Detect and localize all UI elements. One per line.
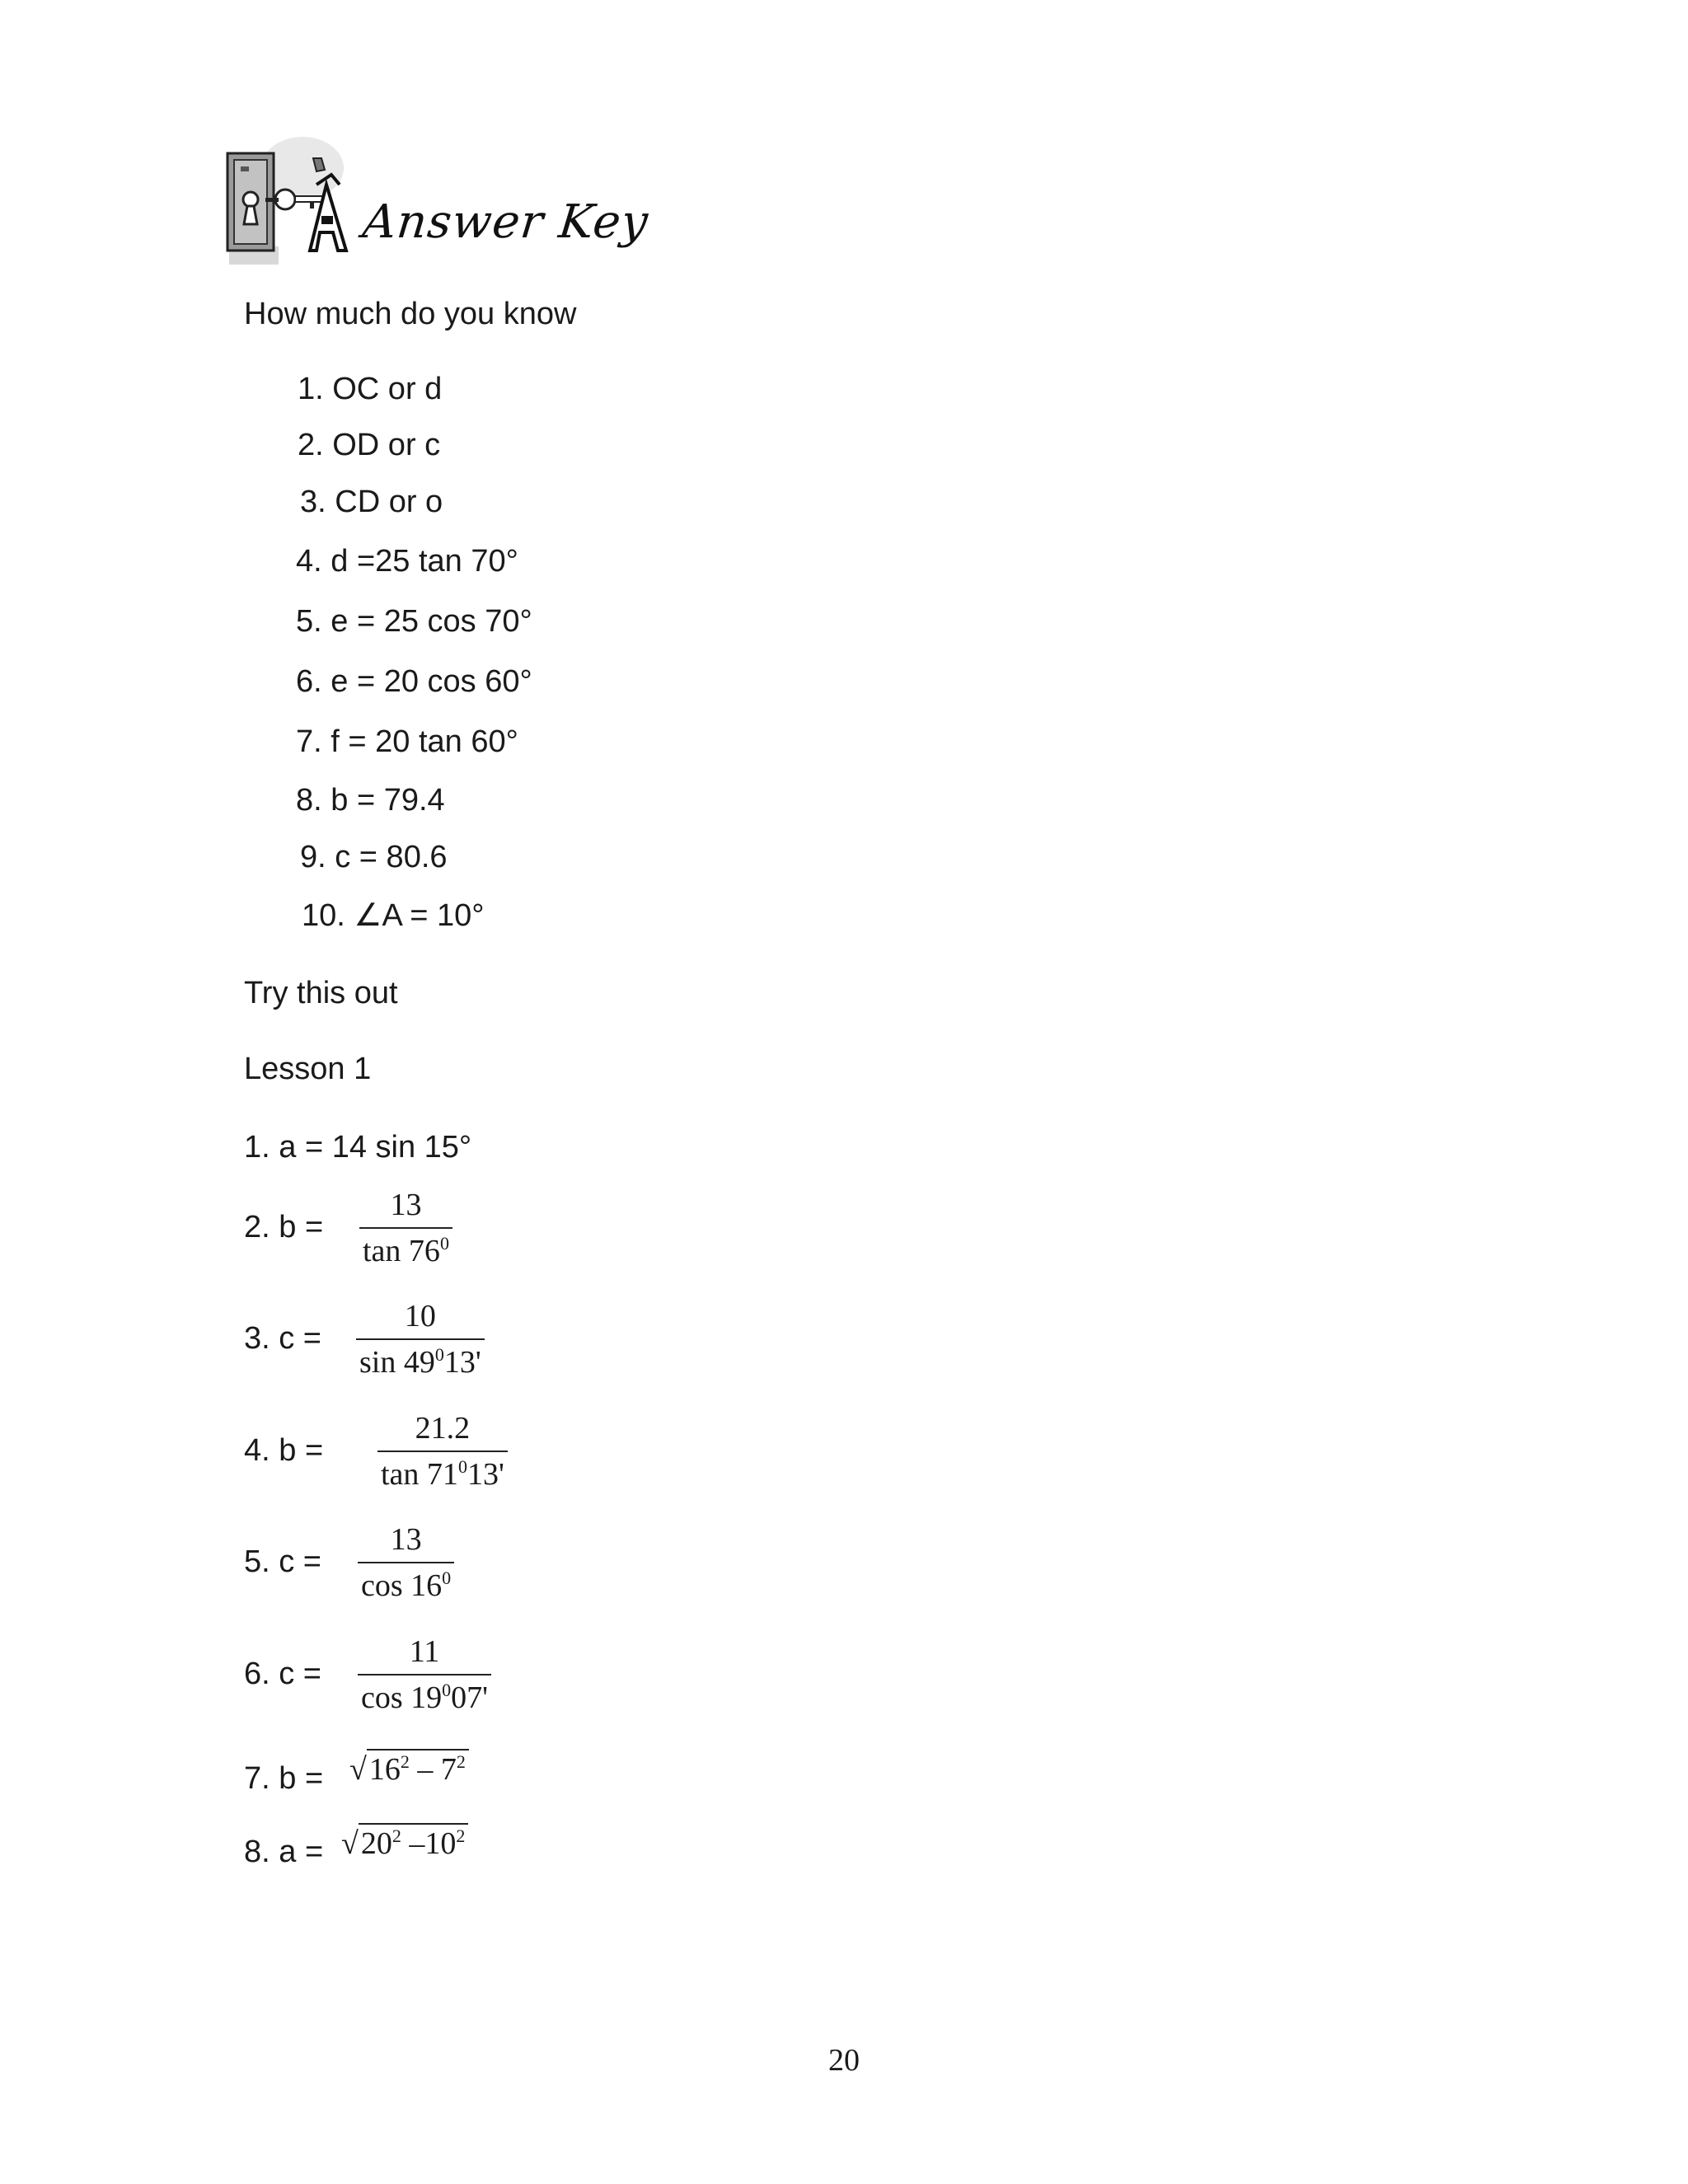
pretest-answer-3: 3. CD or o: [300, 485, 443, 519]
square-root-icon: √: [341, 1826, 359, 1861]
lesson-answer-5-fraction: [358, 1524, 454, 1601]
lesson-answer-1: 1. a = 14 sin 15°: [244, 1130, 472, 1165]
numerator: 10: [404, 1299, 436, 1333]
lesson-answer-2-label: 2. b =: [244, 1210, 324, 1244]
square-root-icon: √: [349, 1752, 367, 1787]
lesson-answer-4-label: 4. b =: [244, 1433, 324, 1468]
section-heading-lesson: Lesson 1: [244, 1052, 372, 1086]
denominator: $\tan 71^013'$: [381, 1456, 504, 1492]
section-heading-pretest: How much do you know: [244, 297, 577, 331]
lesson-answer-5-label: 5. c =: [244, 1544, 321, 1579]
numerator: 13: [390, 1522, 422, 1557]
pretest-answer-7: 7. f = 20 tan 60°: [296, 724, 518, 759]
lesson-answer-3-label: 3. c =: [244, 1321, 321, 1356]
lesson-answer-8-label: 8. a =: [244, 1835, 324, 1869]
denominator: $\cos 19^007'$: [361, 1680, 489, 1715]
numerator: 13: [390, 1188, 422, 1222]
lesson-answer-7-radical: [349, 1749, 469, 1785]
lesson-answer-4-fraction: [377, 1413, 508, 1490]
radicand: $20^2$ $-10^2$: [359, 1823, 469, 1859]
pretest-answer-6: 6. e = 20 cos 60°: [296, 664, 532, 699]
pretest-answer-1: 1. OC or d: [298, 372, 443, 406]
pretest-answer-10: 10. ∠A = 10°: [302, 898, 485, 933]
pretest-answer-8: 8. b = 79.4: [296, 783, 445, 818]
denominator: $\sin 49^013'$: [359, 1344, 481, 1380]
denominator: $\tan 76^0$: [363, 1233, 449, 1268]
pretest-answer-5: 5. e = 25 cos 70°: [296, 604, 532, 639]
page-number: 20: [828, 2043, 860, 2078]
numerator: 21.2: [415, 1411, 471, 1446]
page-title: Answer Key: [360, 195, 651, 249]
lesson-answer-2-fraction: [359, 1189, 452, 1267]
radicand: $16^2 - 7^2$: [367, 1749, 469, 1785]
section-heading-try: Try this out: [244, 976, 398, 1010]
lesson-answer-8-radical: [341, 1823, 468, 1859]
lesson-answer-6-fraction: [358, 1636, 491, 1713]
lesson-answer-3-fraction: [356, 1301, 485, 1378]
pretest-answer-2: 2. OD or c: [298, 428, 441, 462]
pretest-answer-9: 9. c = 80.6: [300, 840, 448, 874]
lesson-answer-6-label: 6. c =: [244, 1657, 321, 1691]
numerator: 11: [409, 1634, 440, 1669]
lesson-answer-7-label: 7. b =: [244, 1761, 324, 1796]
pretest-answer-4: 4. d =25 tan 70°: [296, 544, 518, 579]
denominator: $\cos 16^0$: [361, 1568, 452, 1603]
key-lock-letter-a-icon: [224, 135, 364, 267]
